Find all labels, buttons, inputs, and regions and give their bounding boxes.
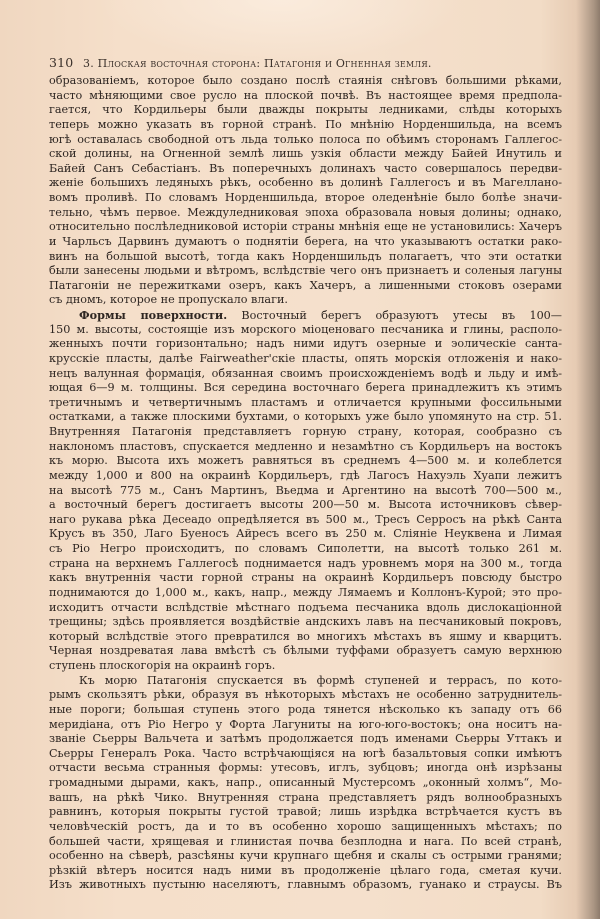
running-head (49, 55, 569, 70)
text-line (49, 279, 562, 294)
text-line (49, 615, 562, 630)
line-text: Черная ноздреватая лава вмѣстѣ съ бѣлыми туффами образуетъ самую верхнюю (49, 644, 562, 658)
line-text: нецъ валунная формація, обязанная своимъ происхожденіемъ водѣ и льду и имѣ- (49, 366, 562, 380)
text-line (49, 264, 562, 279)
text-line (49, 776, 562, 791)
text-line (49, 513, 562, 528)
text-line (49, 367, 562, 382)
line-text: третичнымъ и четвертичнымъ пластамъ и отличается крупными фоссильными (49, 395, 562, 409)
line-text: ступень плоскогорія на окраинѣ горъ. (49, 659, 276, 672)
text-line (49, 425, 562, 440)
line-text: Внутренняя Патагонія представляетъ горную страну, которая, сообразно съ (49, 425, 562, 438)
text-line (49, 250, 562, 265)
text-line (49, 644, 562, 659)
line-text: званіе Сьерры Вальчета и затѣмъ продолжается подъ именами Сьерры Уттакъ и (49, 732, 562, 746)
text-line (49, 586, 562, 601)
text-line (49, 703, 562, 718)
line-text: Къ морю Патагонія спускается въ формѣ ступеней и террасъ, по кото- (79, 673, 562, 687)
line-text: который вслѣдствіе этого превратился во многихъ мѣстахъ въ яшму и кварцитъ. (49, 629, 562, 643)
text-line (49, 688, 562, 703)
line-text: съ дномъ, которое не пропускало влаги. (49, 293, 288, 307)
line-text: равнинъ, которыя покрыты густой травой; лишь изрѣдка встрѣчается кустъ въ (49, 805, 562, 819)
text-line (49, 849, 562, 864)
line-text: женіе большихъ ледяныхъ рѣкъ, особенно въ долинѣ Галлегосъ и въ Магеллано- (49, 176, 562, 190)
text-line (49, 89, 562, 104)
line-text: а восточный берегъ достигаетъ высоты 200—50 м. Высота источниковъ сѣвер- (49, 498, 562, 512)
line-text: ской долины, на Огненной землѣ лишь узкія области между Байей Инутиль и (49, 147, 562, 161)
text-line (49, 761, 562, 776)
text-line (49, 542, 562, 557)
line-text: страна на верхнемъ Галлегосѣ поднимается надъ уровнемъ моря на 300 м., тогда (49, 556, 562, 570)
text-line (49, 440, 562, 455)
text-line (49, 410, 562, 425)
text-line (49, 469, 562, 484)
line-text: Сьерры Генералъ Рока. Часто встрѣчающіяся на югѣ базальтовыя сопки имѣютъ (49, 746, 562, 760)
text-line (49, 484, 562, 499)
text-line (49, 527, 562, 542)
line-text: поднимаются до 1,000 м., какъ, напр., между Лямаемъ и Коллонъ-Курой; это про- (49, 585, 562, 599)
line-text: исходитъ отчасти вслѣдствіе мѣстнаго подъема песчаника вдоль дислокаціонной (49, 600, 562, 614)
chapter-title: 3. Плоская восточная сторона: Патагонія и Огненная земля. (83, 57, 432, 70)
text-line (49, 835, 562, 850)
text-line (49, 381, 562, 396)
text-line (49, 103, 562, 118)
text-line (49, 498, 562, 513)
line-text: рымъ скользятъ рѣки, образуя въ нѣкоторыхъ мѣстахъ не особенно затруднитель- (49, 688, 562, 702)
line-text: отчасти весьма странныя формы: утесовъ, иглъ, зубцовъ; иногда онѣ изрѣзаны (49, 761, 562, 775)
text-line (49, 206, 562, 221)
text-line (49, 118, 562, 133)
line-text: часто мѣняющими свое русло на плоской почвѣ. Въ настоящее время предпола- (49, 88, 562, 102)
line-text: Восточный берегъ образуютъ утесы въ 100— (227, 309, 562, 322)
text-line (49, 571, 562, 586)
text-line (49, 601, 562, 616)
text-line (49, 162, 562, 177)
text-line (49, 293, 562, 308)
line-text: ющая 6—9 м. толщины. Вся середина восточнаго берега принадлежитъ къ этимъ (49, 381, 562, 395)
line-text: и Чарльсъ Дарвинъ думаютъ о поднятіи берега, на что указываютъ остатки рако- (49, 234, 562, 248)
text-line (49, 718, 562, 733)
text-line (49, 133, 562, 148)
line-text: крусскіе пласты, далѣе Fairweather'скіе пласты, опять морскія отложенія и нако- (49, 351, 562, 365)
line-text: 150 м. высоты, состоящіе изъ морского міоценоваго песчаника и глины, располо- (49, 322, 562, 336)
text-line (49, 396, 562, 411)
section-heading-line (49, 308, 562, 323)
text-line (49, 557, 562, 572)
text-line (49, 747, 562, 762)
line-text: теперь можно указать въ горной странѣ. По мнѣнію Норденшильда, на всемъ (49, 117, 562, 131)
line-text: образованіемъ, которое было создано послѣ стаянія снѣговъ большими рѣками, (49, 74, 562, 87)
text-line (49, 732, 562, 747)
line-text: Крусъ въ 350, Лаго Буеносъ Айресъ всего въ 250 м. Сліяніе Неуквена и Лимая (49, 527, 562, 541)
section-heading: Формы поверхности. (79, 308, 228, 322)
text-line (49, 820, 562, 835)
line-text: наклономъ пластовъ, спускается медленно и незамѣтно съ Кордильеръ на востокъ (49, 439, 562, 453)
line-text: рѣзкій вѣтеръ носится надъ ними въ продолженіе цѣлаго года, сметая кучи. (49, 863, 562, 877)
text-line (49, 864, 562, 879)
body-text (49, 74, 562, 893)
line-text: наго рукава рѣка Десеадо опредѣляется въ 500 м., Тресъ Серросъ на рѣкѣ Санта (49, 512, 562, 526)
text-line (49, 235, 562, 250)
text-line (49, 220, 562, 235)
line-text: какъ внутреннія части горной страны на окраинѣ Кордильеръ повсюду быстро (49, 571, 562, 585)
line-text: Изъ животныхъ пустыню населяютъ, главнымъ образомъ, гуанако и страусы. Въ (49, 878, 562, 892)
text-line (49, 352, 562, 367)
text-line (49, 147, 562, 162)
text-line (49, 791, 562, 806)
line-text: остатками, а также плоскими бухтами, о которыхъ уже было упомянуто на стр. 51. (49, 410, 562, 424)
line-text: женныхъ почти горизонтально; надъ ними идутъ озерные и эолическіе санта- (49, 337, 562, 351)
text-line (49, 674, 562, 689)
line-text: съ Ріо Негро происходитъ, по словамъ Сиполетти, на высотѣ только 261 м. (49, 542, 562, 555)
line-text: меридіана, отъ Ріо Негро у Форта Лагуниты на юго-юго-востокъ; она носитъ на- (49, 717, 562, 731)
text-line (49, 176, 562, 191)
text-line (49, 659, 562, 674)
text-line (49, 630, 562, 645)
line-text: Байей Санъ Себастіанъ. Въ поперечныхъ долинахъ часто совершалось передви- (49, 161, 562, 175)
line-text: на высотѣ 775 м., Санъ Мартинъ, Вьедма и Аргентино на высотѣ 700—500 м., (49, 483, 562, 497)
line-text: Патагоніи не пережитками озеръ, какъ Хачеръ, а лишенными стоковъ озерами (49, 278, 562, 292)
line-text: винъ на большой высотѣ, тогда какъ Норденшильдъ полагаетъ, что эти остатки (49, 249, 562, 263)
line-text: человѣческій ростъ, да и то въ особенно хорошо защищенныхъ мѣстахъ; по (49, 819, 562, 833)
line-text: трещины; здѣсь проявляется воздѣйствіе андскихъ лавъ на песчаниковый покровъ, (49, 615, 562, 629)
text-line (49, 337, 562, 352)
line-text: тельно, чѣмъ первое. Междуледниковая эпоха образовала новыя долины; однако, (49, 205, 562, 219)
line-text: громадными дырами, какъ, напр., описанный Мустерсомъ „оконный холмъ“, Мо- (49, 776, 562, 789)
text-line (49, 323, 562, 338)
line-text: ные пороги; большая ступень этого рода тянется нѣсколько къ западу отъ 66 (49, 702, 562, 716)
text-line (49, 454, 562, 469)
line-text: вомъ проливѣ. По словамъ Норденшильда, второе оледенѣніе было болѣе значи- (49, 191, 562, 204)
text-line (49, 878, 562, 893)
line-text: особенно на сѣверѣ, разсѣяны кучи крупнаго щебня и скалы съ острыми гранями; (49, 849, 562, 863)
page-number: 310 (49, 55, 74, 70)
text-line (49, 191, 562, 206)
line-text: къ морю. Высота ихъ можетъ равняться въ среднемъ 4—500 м. и колеблется (49, 454, 562, 468)
text-line (49, 74, 562, 89)
line-text: были занесены людьми и вѣтромъ, вслѣдствіе чего онъ признаетъ и соленыя лагуны (49, 264, 562, 278)
text-line (49, 805, 562, 820)
line-text: вашъ, на рѣкѣ Чико. Внутренняя страна представляетъ рядъ волнообразныхъ (49, 790, 562, 804)
line-text: между 1,000 и 800 на окраинѣ Кордильеръ, гдѣ Лагосъ Нахуэль Хуапи лежитъ (49, 468, 562, 482)
line-text: относительно послѣледниковой исторіи страны мнѣнія еще не установились: Хачеръ (49, 220, 562, 234)
line-text: большей части, хрящевая и глинистая почва безплодна и нага. По всей странѣ, (49, 834, 562, 848)
line-text: югѣ оставалась свободной отъ льда только полоса по обѣимъ сторонамъ Галлегос- (49, 132, 562, 146)
line-text: гается, что Кордильеры были дважды покрыты ледниками, слѣды которыхъ (49, 103, 562, 117)
